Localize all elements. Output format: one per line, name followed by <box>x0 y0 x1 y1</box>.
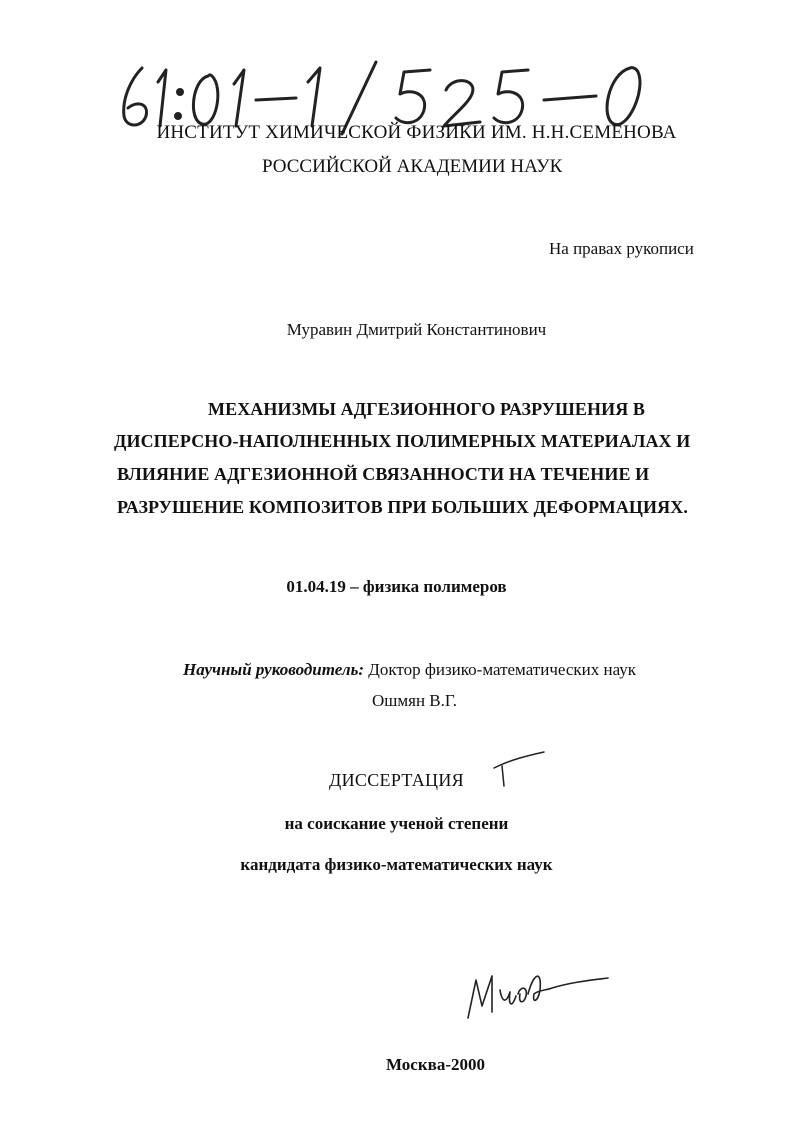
supervisor-label: Научный руководитель: <box>183 660 365 679</box>
institute-name-line1: ИНСТИТУТ ХИМИЧЕСКОЙ ФИЗИКИ ИМ. Н.Н.СЕМЕНОВА <box>156 122 677 143</box>
supervisor-name: Ошмян В.Г. <box>372 691 458 710</box>
dissertation-degree-line1: на соискание ученой степени <box>284 814 509 833</box>
thesis-title-line: МЕХАНИЗМЫ АДГЕЗИОННОГО РАЗРУШЕНИЯ В <box>208 399 646 419</box>
dissertation-degree-line2: кандидата физико-математических наук <box>240 855 553 874</box>
dissertation-heading: ДИССЕРТАЦИЯ <box>329 770 464 790</box>
author-signature <box>462 960 612 1024</box>
rights-note: На правах рукописи <box>549 239 694 258</box>
city-year: Москва-2000 <box>385 1055 485 1074</box>
supervisor-degree: Доктор физико-математических наук <box>368 660 637 679</box>
thesis-title-line: РАЗРУШЕНИЕ КОМПОЗИТОВ ПРИ БОЛЬШИХ ДЕФОРМАЦИЯХ. <box>117 497 688 517</box>
supervisor-line <box>183 660 636 680</box>
thesis-title-line: ДИСПЕРСНО-НАПОЛНЕННЫХ ПОЛИМЕРНЫХ МАТЕРИАЛАХ И <box>114 431 691 451</box>
specialty-code: 01.04.19 – физика полимеров <box>286 577 507 596</box>
pen-stroke-mark <box>490 748 550 788</box>
thesis-title-line: ВЛИЯНИЕ АДГЕЗИОННОЙ СВЯЗАННОСТИ НА ТЕЧЕНИЕ И <box>117 464 650 484</box>
author-name: Муравин Дмитрий Константинович <box>286 320 547 339</box>
institute-name-line2: РОССИЙСКОЙ АКАДЕМИИ НАУК <box>262 156 563 177</box>
